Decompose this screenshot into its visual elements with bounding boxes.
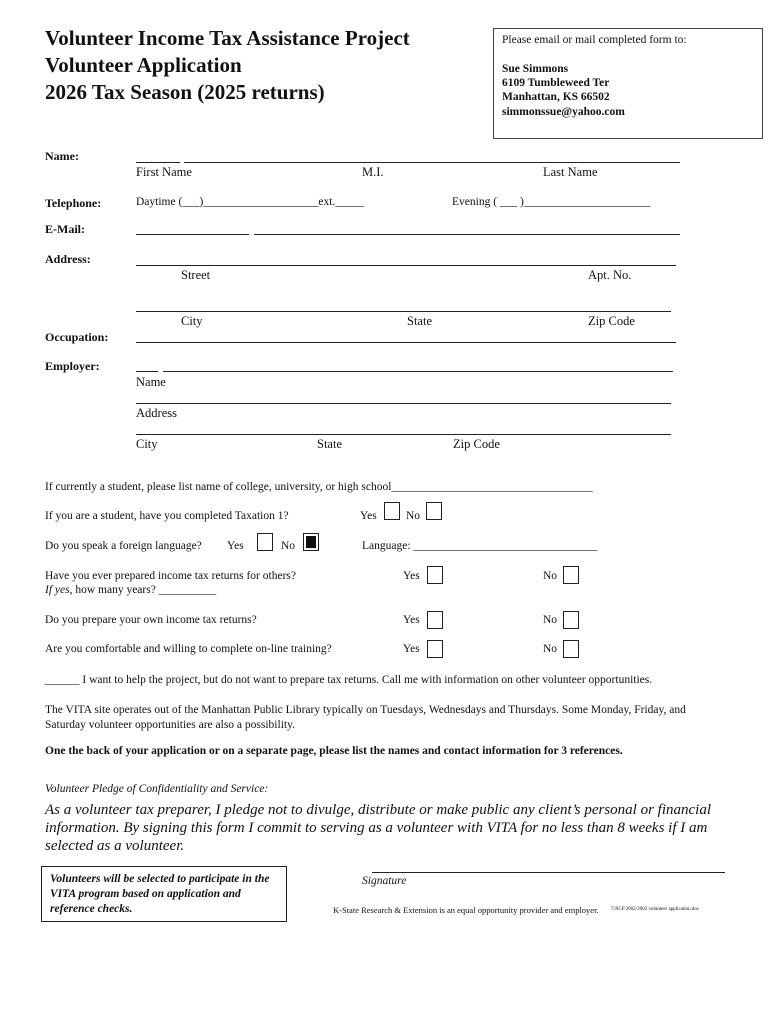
state-caption: State — [407, 314, 432, 328]
taxation1-yes-checkbox[interactable] — [384, 502, 400, 520]
online-training-no-label: No — [543, 643, 558, 655]
taxation1-question: If you are a student, have you completed Taxation 1? — [45, 510, 289, 522]
first-name-caption: First Name — [136, 165, 192, 179]
title-line-3: 2026 Tax Season (2025 returns) — [45, 80, 325, 104]
own-returns-no-label: No — [543, 614, 558, 626]
city-line[interactable] — [136, 311, 671, 312]
prepared-returns-question: Have you ever prepared income tax returns for others? — [45, 570, 296, 582]
help-project-option[interactable]: ______ I want to help the project, but do not want to prepare tax returns. Call me with information on other volunteer opportunities. — [45, 674, 653, 686]
language-field[interactable]: Language: ________________________________ — [362, 540, 598, 552]
online-training-no-checkbox[interactable] — [563, 640, 579, 658]
how-many-years-field[interactable] — [45, 584, 216, 596]
street-line[interactable] — [136, 265, 676, 266]
city-caption: City — [181, 314, 203, 328]
title-line-2: Volunteer Application — [45, 53, 242, 77]
vita-site-info: The VITA site operates out of the Manhattan Public Library typically on Tuesdays, Wednesdays and Thursdays. Some Monday, Friday, and Saturday volunteer opportunities are also a possibility. — [45, 704, 686, 731]
name-line-2[interactable] — [184, 162, 680, 163]
prepared-returns-yes-checkbox[interactable] — [427, 566, 443, 584]
email-line-1[interactable] — [136, 234, 249, 235]
mail-email: simmonssue@yahoo.com — [502, 106, 625, 118]
signature-caption: Signature — [362, 875, 407, 887]
foreign-language-question: Do you speak a foreign language? — [45, 540, 202, 552]
mail-street: 6109 Tumbleweed Ter — [502, 77, 610, 89]
employer-label: Employer: — [45, 359, 100, 373]
employer-name-caption: Name — [136, 375, 166, 389]
foreign-language-yes-label: Yes — [227, 540, 244, 552]
prepared-returns-no-label: No — [543, 570, 558, 582]
online-training-yes-checkbox[interactable] — [427, 640, 443, 658]
mi-caption: M.I. — [362, 165, 384, 179]
employer-address-line[interactable] — [136, 403, 671, 404]
daytime-phone-field[interactable]: Daytime (___)____________________ext._____ — [136, 196, 365, 208]
selection-note: Volunteers will be selected to participate in the VITA program based on application and reference checks. — [50, 873, 270, 915]
own-returns-yes-label: Yes — [403, 614, 420, 626]
mail-name: Sue Simmons — [502, 63, 569, 75]
references-note: One the back of your application or on a separate page, please list the names and contact information for 3 references. — [45, 745, 623, 757]
own-returns-no-checkbox[interactable] — [563, 611, 579, 629]
pledge-heading: Volunteer Pledge of Confidentiality and Service: — [45, 783, 269, 795]
address-label: Address: — [45, 252, 91, 266]
name-label: Name: — [45, 149, 79, 163]
telephone-label: Telephone: — [45, 196, 102, 210]
occupation-label: Occupation: — [45, 330, 109, 344]
mail-city: Manhattan, KS 66502 — [502, 91, 610, 103]
online-training-yes-label: Yes — [403, 643, 420, 655]
name-line-1[interactable] — [136, 162, 180, 163]
own-returns-yes-checkbox[interactable] — [427, 611, 443, 629]
prepared-returns-yes-label: Yes — [403, 570, 420, 582]
how-many-suffix: , how many years? __________ — [69, 584, 217, 596]
taxation1-no-label: No — [406, 510, 421, 522]
employer-name-line-1[interactable] — [136, 371, 158, 372]
street-caption: Street — [181, 268, 211, 282]
eeo-statement: K-State Research & Extension is an equal opportunity provider and employer. — [333, 905, 599, 915]
own-returns-question: Do you prepare your own income tax returns? — [45, 614, 257, 626]
pledge-text: As a volunteer tax preparer, I pledge not to divulge, distribute or make public any client’s personal or financial information. By signing this form I commit to serving as a volunteer with VITA for no less than 8 weeks if I am selected as a volunteer. — [45, 802, 712, 854]
employer-state-caption: State — [317, 437, 342, 451]
employer-name-line-2[interactable] — [163, 371, 673, 372]
how-many-prefix: If yes — [45, 584, 70, 596]
doc-reference: 7/JICP 2002/2002 volunteer application.doc — [611, 907, 700, 912]
employer-address-caption: Address — [136, 406, 177, 420]
foreign-language-no-checkbox[interactable] — [303, 533, 319, 551]
prepared-returns-no-checkbox[interactable] — [563, 566, 579, 584]
email-line-2[interactable] — [254, 234, 680, 235]
taxation1-no-checkbox[interactable] — [426, 502, 442, 520]
signature-line[interactable] — [372, 872, 725, 873]
foreign-language-no-label: No — [281, 540, 296, 552]
last-name-caption: Last Name — [543, 165, 598, 179]
selection-note-box — [41, 866, 287, 922]
mail-to-box — [493, 28, 763, 139]
employer-city-line[interactable] — [136, 434, 671, 435]
foreign-language-yes-checkbox[interactable] — [257, 533, 273, 551]
mail-instruction: Please email or mail completed form to: — [502, 34, 687, 46]
online-training-question: Are you comfortable and willing to complete on-line training? — [45, 643, 332, 655]
zip-caption: Zip Code — [588, 314, 635, 328]
student-school-question[interactable]: If currently a student, please list name of college, university, or high school___________________________________ — [45, 481, 593, 493]
apt-caption: Apt. No. — [588, 268, 632, 282]
employer-city-caption: City — [136, 437, 158, 451]
email-label: E-Mail: — [45, 222, 85, 236]
title-line-1: Volunteer Income Tax Assistance Project — [45, 26, 410, 50]
taxation1-yes-label: Yes — [360, 510, 377, 522]
evening-phone-field[interactable]: Evening ( ___ )______________________ — [452, 196, 651, 208]
employer-zip-caption: Zip Code — [453, 437, 500, 451]
occupation-line[interactable] — [136, 342, 676, 343]
